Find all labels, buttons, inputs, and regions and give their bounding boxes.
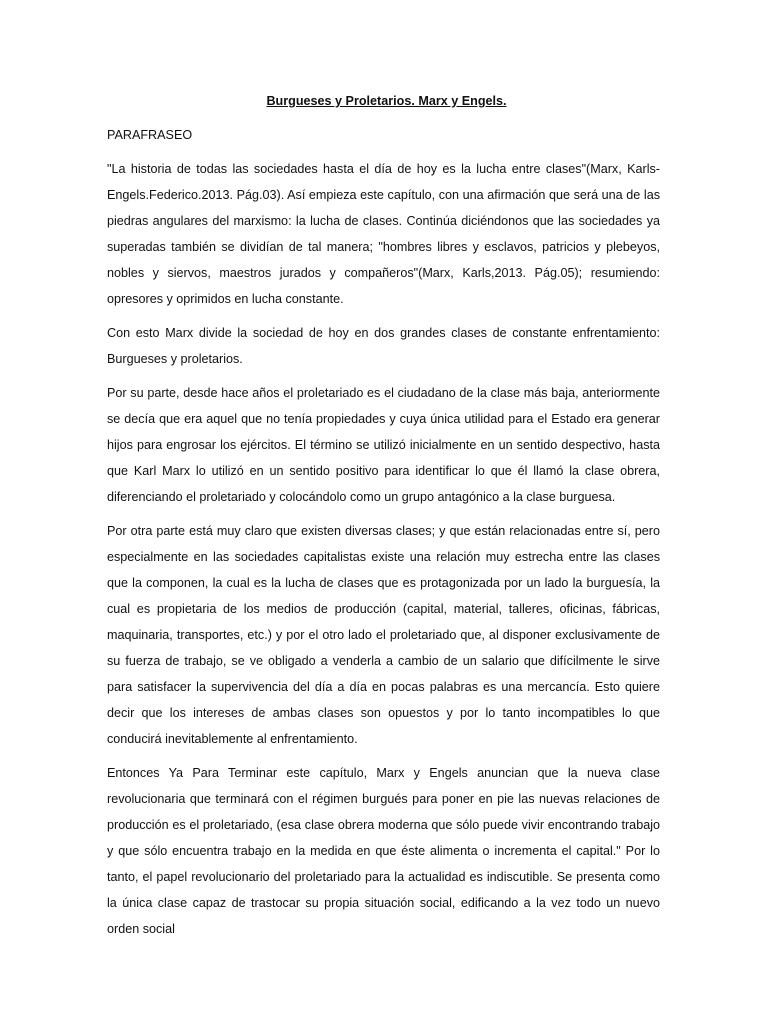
paragraph-3: Por su parte, desde hace años el proletariado es el ciudadano de la clase más baja, anteriormente se decía que era aquel que no tenía propiedades y cuya única utilidad para el Estado era generar hijos para engrosar los ejércitos. El término se utilizó inicialmente en un sentido despectivo, hasta que Karl Marx lo utilizó en un sentido positivo para identificar lo que él llamó la clase obrera, diferenciando el proletariado y colocándolo como un grupo antagónico a la clase burguesa.: [107, 386, 660, 504]
document-page: [107, 88, 660, 950]
paragraph-2: Con esto Marx divide la sociedad de hoy en dos grandes clases de constante enfrentamiento: Burgueses y proletarios.: [107, 326, 660, 366]
paragraph-4: Por otra parte está muy claro que existen diversas clases; y que están relacionadas entre sí, pero especialmente en las sociedades capitalistas existe una relación muy estrecha entre las clases que la componen, la cual es la lucha de clases que es protagonizada por un lado la burguesía, la cual es propietaria de los medios de producción (capital, material, talleres, oficinas, fábricas, maquinaria, transportes, etc.) y por el otro lado el proletariado que, al disponer exclusivamente de su fuerza de trabajo, se ve obligado a venderla a cambio de un salario que difícilmente le sirve para satisfacer la supervivencia del día a día en pocas palabras es una mercancía. Esto quiere decir que los intereses de ambas clases son opuestos y por lo tanto incompatibles lo que conducirá inevitablemente al enfrentamiento.: [107, 524, 660, 746]
section-label: PARAFRASEO: [107, 128, 193, 142]
paragraph-5: Entonces Ya Para Terminar este capítulo, Marx y Engels anuncian que la nueva clase revolucionaria que terminará con el régimen burgués para poner en pie las nuevas relaciones de producción es el proletariado, (esa clase obrera moderna que sólo puede vivir encontrando trabajo y que sólo encuentra trabajo en la medida en que éste alimenta o incrementa el capital." Por lo tanto, el papel revolucionario del proletariado para la actualidad es indiscutible. Se presenta como la única clase capaz de trastocar su propia situación social, edificando a la vez todo un nuevo orden social: [107, 766, 660, 936]
document-title: Burgueses y Proletarios. Marx y Engels.: [266, 94, 507, 108]
paragraph-1: "La historia de todas las sociedades hasta el día de hoy es la lucha entre clases"(Marx, Karls-Engels.Federico.2013. Pág.03). Así empieza este capítulo, con una afirmación que será una de las piedras angulares del marxismo: la lucha de clases. Continúa diciéndonos que las sociedades ya superadas también se dividían de tal manera; "hombres libres y esclavos, patricios y plebeyos, nobles y siervos, maestros jurados y compañeros"(Marx, Karls,2013. Pág.05); resumiendo: opresores y oprimidos en lucha constante.: [107, 162, 660, 306]
